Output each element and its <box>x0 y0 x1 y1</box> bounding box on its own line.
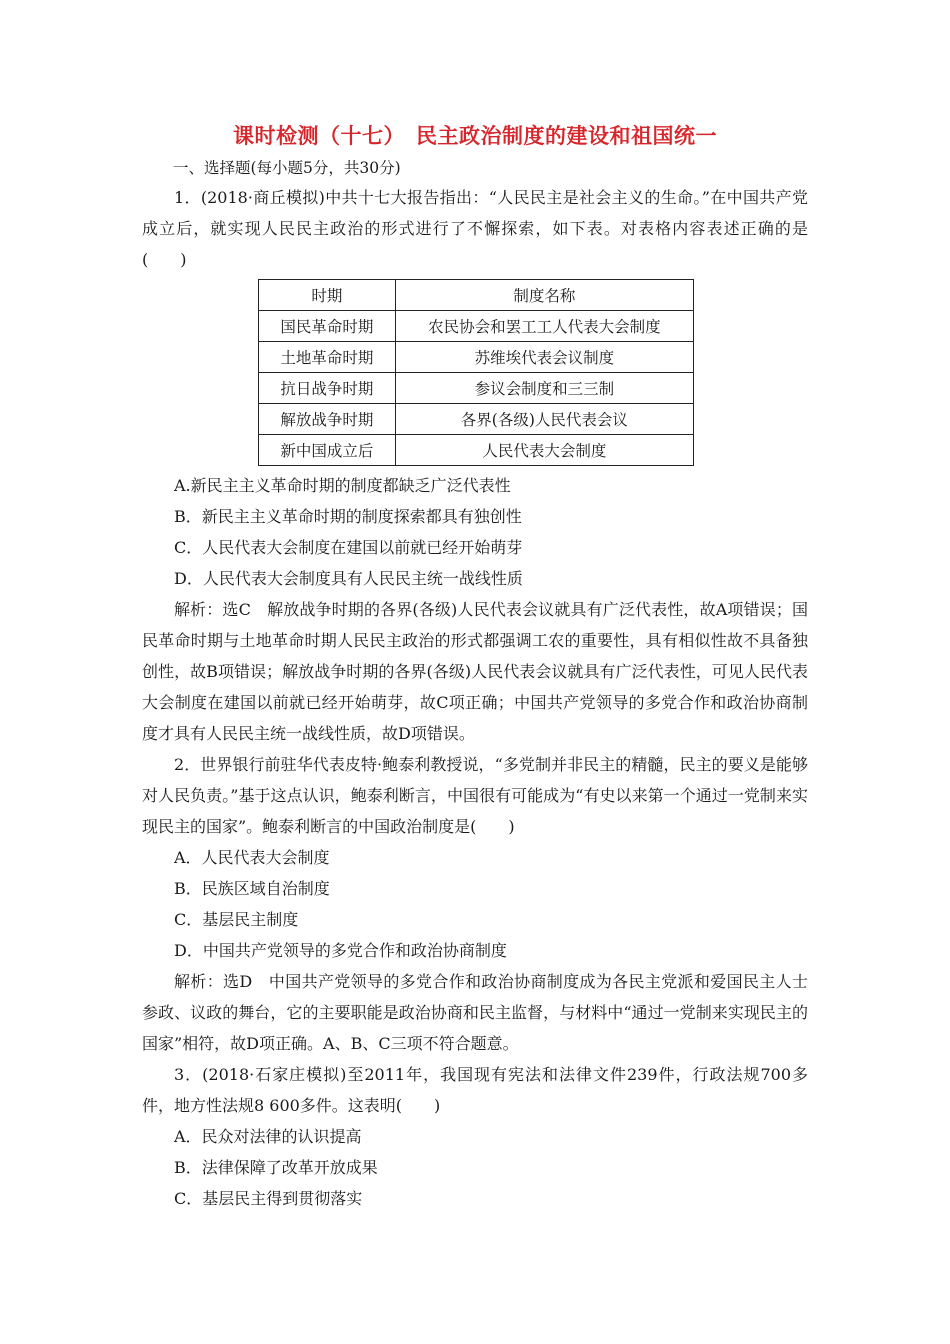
question-1-analysis: 解析：选C 解放战争时期的各界(各级)人民代表会议就具有广泛代表性，故A项错误；国民革命时期与土地革命时期人民民主政治的形式都强调工农的重要性，具有相似性故不具备独创性，故B项错误；解放战争时期的各界(各级)人民代表会议就具有广泛代表性，可见人民代表大会制度在建国以前就已经开始萌芽，故C项正确；中国共产党领导的多党合作和政治协商制度才具有人民民主统一战线性质，故D项错误。 <box>142 600 808 743</box>
option-a: A．民众对法律的认识提高 <box>174 1127 362 1146</box>
table-cell-system: 各界(各级)人民代表会议 <box>395 404 693 435</box>
option-d: D．中国共产党领导的多党合作和政治协商制度 <box>174 941 507 960</box>
option-b: B．民族区域自治制度 <box>174 879 330 898</box>
option-b: B．新民主主义革命时期的制度探索都具有独创性 <box>174 507 522 526</box>
table-row <box>259 435 694 466</box>
table-cell-system: 苏维埃代表会议制度 <box>395 342 693 373</box>
option-a: A．人民代表大会制度 <box>174 848 330 867</box>
table-header-row <box>259 280 694 311</box>
option-c: C．基层民主制度 <box>174 910 299 929</box>
question-2 <box>142 749 808 1059</box>
table-cell-system: 参议会制度和三三制 <box>395 373 693 404</box>
option-c: C．基层民主得到贯彻落实 <box>174 1189 363 1208</box>
option-a: A.新民主主义革命时期的制度都缺乏广泛代表性 <box>174 476 511 495</box>
table-cell-system: 人民代表大会制度 <box>395 435 693 466</box>
table-header: 制度名称 <box>395 280 693 311</box>
table-header: 时期 <box>259 280 396 311</box>
document-page <box>142 118 808 1214</box>
table-cell-period: 国民革命时期 <box>259 311 396 342</box>
option-b: B．法律保障了改革开放成果 <box>174 1158 378 1177</box>
page-title: 课时检测（十七） 民主政治制度的建设和祖国统一 <box>233 123 717 148</box>
table-cell-period: 解放战争时期 <box>259 404 396 435</box>
table-cell-period: 土地革命时期 <box>259 342 396 373</box>
table-cell-period: 抗日战争时期 <box>259 373 396 404</box>
table-row <box>259 342 694 373</box>
question-1 <box>142 182 808 749</box>
section-heading: 一、选择题(每小题5分，共30分) <box>173 159 401 177</box>
question-3 <box>142 1059 808 1214</box>
option-c: C．人民代表大会制度在建国以前就已经开始萌芽 <box>174 538 523 557</box>
table-row <box>259 404 694 435</box>
system-table <box>258 279 694 466</box>
table-cell-system: 农民协会和罢工工人代表大会制度 <box>395 311 693 342</box>
question-2-stem: 2．世界银行前驻华代表皮特·鲍泰利教授说，“多党制并非民主的精髓，民主的要义是能够对人民负责。”基于这点认识，鲍泰利断言，中国很有可能成为“有史以来第一个通过一党制来实现民主的国家”。鲍泰利断言的中国政治制度是( ) <box>142 755 808 836</box>
question-3-stem: 3．(2018·石家庄模拟)至2011年，我国现有宪法和法律文件239件，行政法规700多件，地方性法规8 600多件。这表明( ) <box>142 1065 808 1115</box>
question-2-analysis: 解析：选D 中国共产党领导的多党合作和政治协商制度成为各民主党派和爱国民主人士参政、议政的舞台，它的主要职能是政治协商和民主监督，与材料中“通过一党制来实现民主的国家”相符，故D项正确。A、B、C三项不符合题意。 <box>142 972 808 1053</box>
option-d: D．人民代表大会制度具有人民民主统一战线性质 <box>174 569 523 588</box>
table-row <box>259 373 694 404</box>
question-1-stem: 1．(2018·商丘模拟)中共十七大报告指出：“人民民主是社会主义的生命。”在中国共产党成立后，就实现人民民主政治的形式进行了不懈探索，如下表。对表格内容表述正确的是( ) <box>142 188 808 269</box>
table-cell-period: 新中国成立后 <box>259 435 396 466</box>
table-row <box>259 311 694 342</box>
